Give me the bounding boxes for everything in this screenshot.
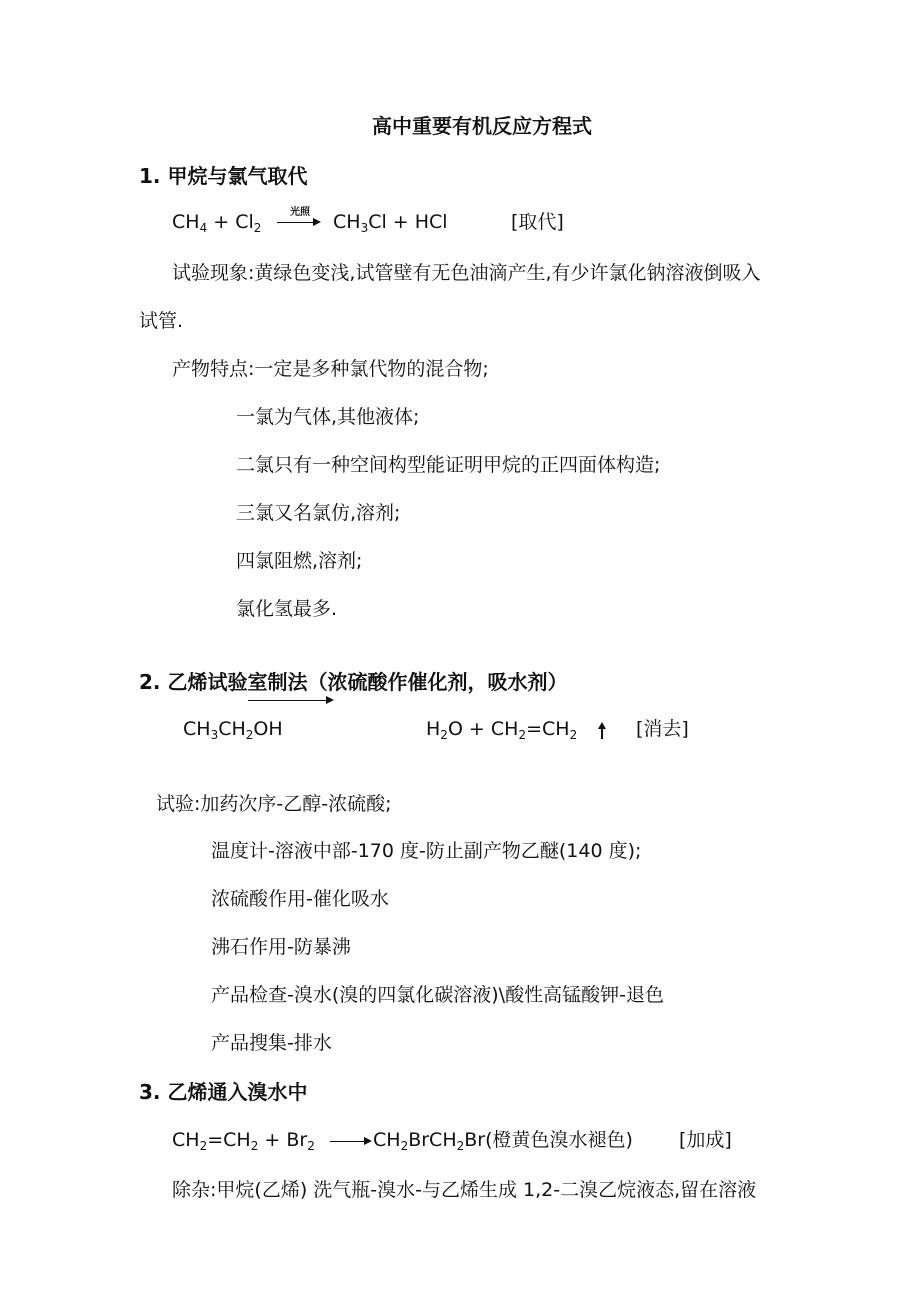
- equation-bromination-products: $CH_2BrCH_2Br$(橙黄色溴水褪色): [373, 1129, 633, 1153]
- arrow-head-icon: [326, 696, 334, 704]
- note-item: 一氯为气体,其他液体;: [236, 406, 420, 428]
- phenomenon-line-1: 试验现象:黄绿色变浅,试管壁有无色油滴产生,有少许氯化钠溶液倒吸入: [172, 262, 761, 284]
- arrow-head-icon: [313, 218, 321, 226]
- section-3-heading: 3. 乙烯通入溴水中: [139, 1080, 308, 1104]
- reaction-type-substitution: [取代]: [511, 211, 564, 233]
- note-item: 产品检查-溴水(溴的四氯化碳溶液)\酸性高锰酸钾-退色: [211, 984, 664, 1006]
- note-item: 二氯只有一种空间构型能证明甲烷的正四面体构造;: [236, 454, 661, 476]
- note-item: 产品搜集-排水: [211, 1032, 332, 1054]
- section-1-heading: 1. 甲烷与氯气取代: [139, 164, 308, 188]
- impurity-removal: 除杂:甲烷(乙烯) 洗气瓶-溴水-与乙烯生成 1,2-二溴乙烷液态,留在溶液: [172, 1179, 757, 1201]
- arrow-head-icon: [364, 1137, 372, 1145]
- note-item: 三氯又名氯仿,溶剂;: [236, 502, 401, 524]
- gas-up-arrow-stem: [601, 728, 603, 739]
- note-item: 四氯阻燃,溶剂;: [236, 550, 363, 572]
- equation-products: $CH_3Cl$ + HCl: [333, 211, 448, 235]
- equation-ethylene-products: $H_2O + CH_2=CH_2$: [426, 718, 578, 742]
- equation-ethanol: $CH_3CH_2OH$: [183, 718, 283, 742]
- reaction-arrow: [277, 222, 315, 223]
- page-title: 高中重要有机反应方程式: [372, 114, 592, 138]
- experiment-order: 试验:加药次序-乙醇-浓硫酸;: [156, 793, 392, 815]
- phenomenon-line-2: 试管.: [139, 310, 184, 332]
- reaction-arrow: [330, 1141, 366, 1142]
- product-features: 产物特点:一定是多种氯代物的混合物;: [172, 358, 489, 380]
- reaction-arrow: [248, 700, 328, 701]
- note-item: 浓硫酸作用-催化吸水: [211, 888, 389, 910]
- note-item: 氯化氢最多.: [236, 598, 338, 620]
- section-2-heading: 2. 乙烯试验室制法（浓硫酸作催化剂，吸水剂）: [139, 670, 568, 694]
- reaction-condition-light: 光照: [290, 207, 310, 218]
- reaction-type-elimination: [消去]: [636, 718, 689, 740]
- note-item: 沸石作用-防暴沸: [211, 936, 351, 958]
- equation-bromination-reactants: $CH_2=CH_2 + Br_2$: [172, 1129, 315, 1153]
- reaction-type-addition: [加成]: [679, 1129, 732, 1151]
- note-item: 温度计-溶液中部-170 度-防止副产物乙醚(140 度);: [211, 840, 642, 862]
- equation-methane-chlorination: $CH_4 + Cl_2$: [172, 211, 262, 235]
